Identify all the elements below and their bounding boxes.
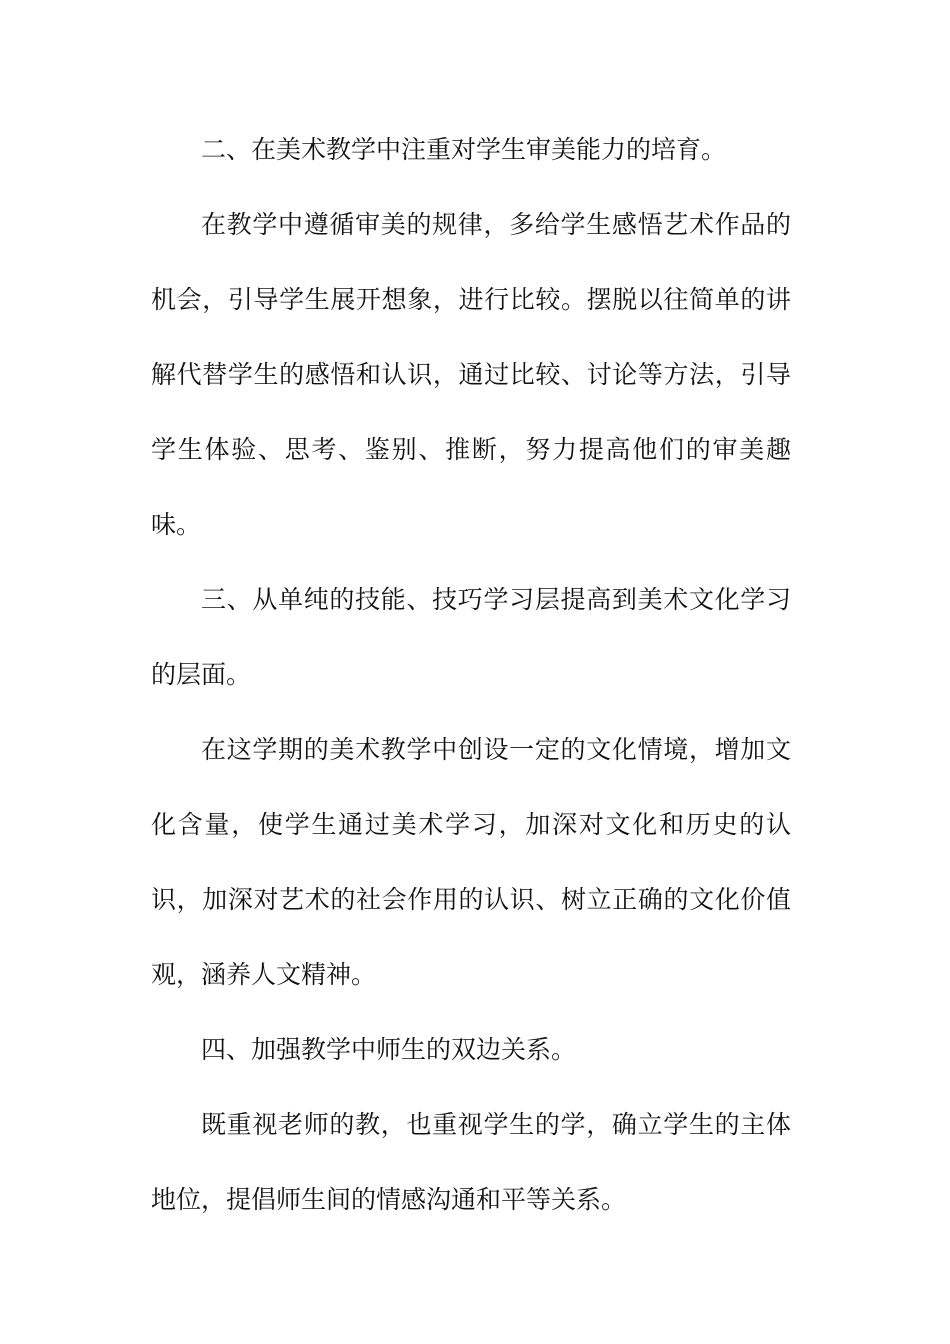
body-paragraph: 在教学中遵循审美的规律，多给学生感悟艺术作品的机会，引导学生展开想象，进行比较。摆脱以往简单的讲解代替学生的感悟和认识，通过比较、讨论等方法，引导学生体验、思考、鉴别、推断，努力提高他们的审美趣味。 — [151, 210, 791, 539]
document-body — [151, 112, 791, 1237]
body-paragraph: 既重视老师的教，也重视学生的学，确立学生的主体地位，提倡师生间的情感沟通和平等关系。 — [151, 1110, 791, 1214]
section-heading-4: 四、加强教学中师生的双边关系。 — [201, 1035, 577, 1064]
body-paragraph: 在这学期的美术教学中创设一定的文化情境，增加文化含量，使学生通过美术学习，加深对文化和历史的认识，加深对艺术的社会作用的认识、树立正确的文化价值观，涵养人文精神。 — [151, 735, 791, 989]
section-heading-2: 二、在美术教学中注重对学生审美能力的培育。 — [201, 135, 727, 164]
section-heading-3: 三、从单纯的技能、技巧学习层提高到美术文化学习的层面。 — [151, 585, 791, 689]
